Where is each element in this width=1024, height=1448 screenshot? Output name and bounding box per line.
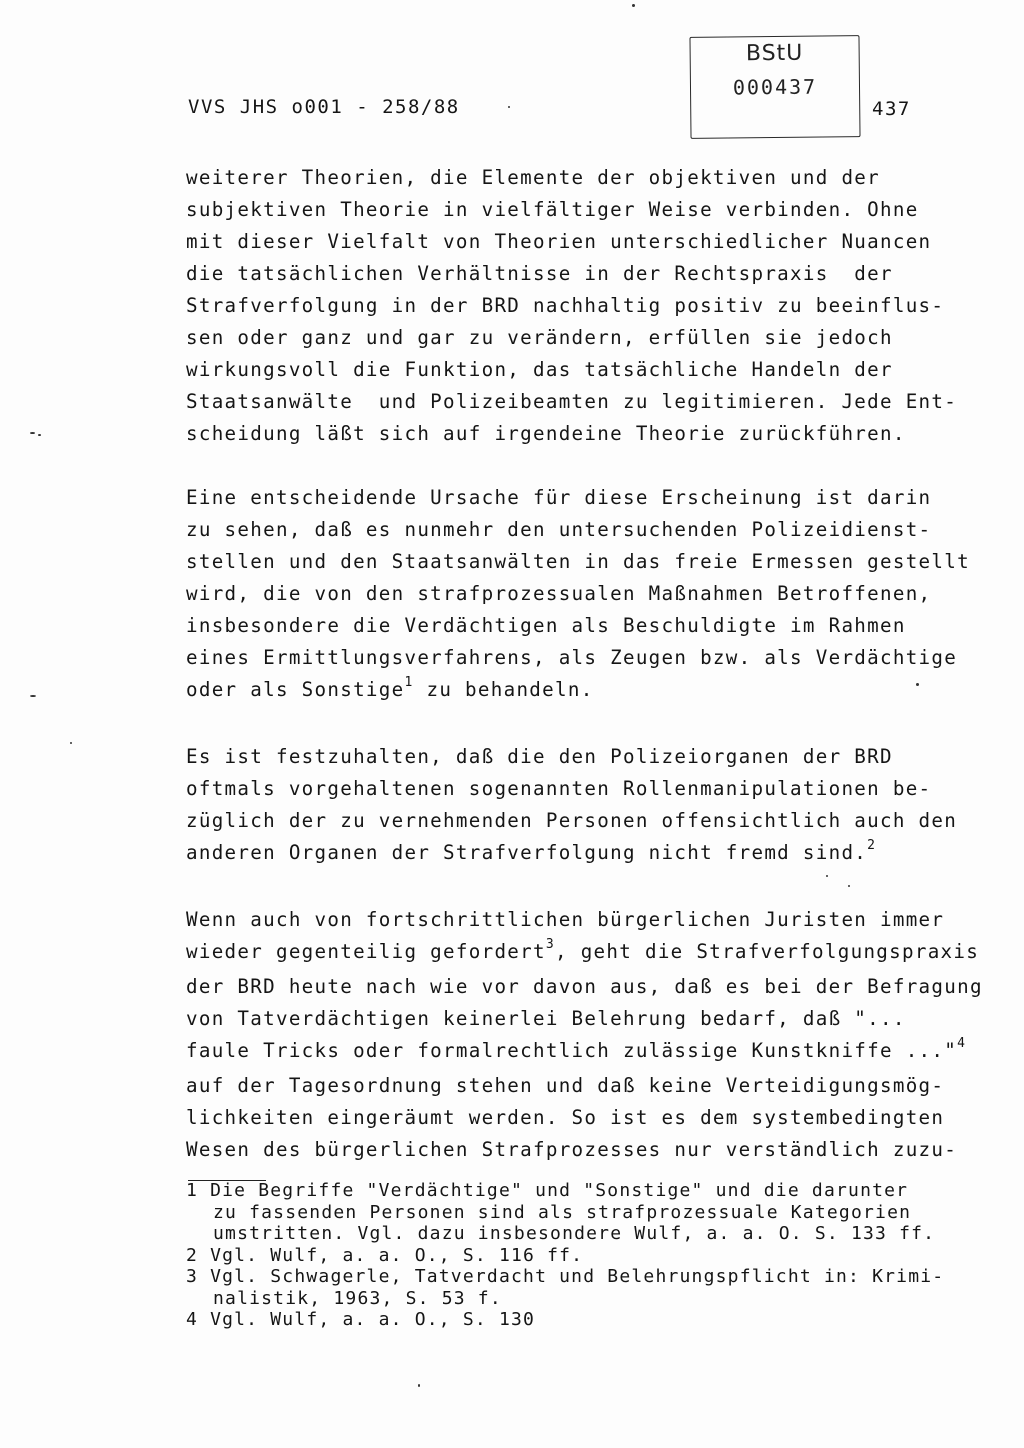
text-line: insbesondere die Verdächtigen als Beschuldigte im Rahmen [186,614,906,637]
archive-stamp [689,35,860,139]
text-segment: anderen Organen der Strafverfolgung nicht fremd sind. [186,841,868,864]
paragraph-1 [186,162,976,450]
document-reference: VVS JHS o001 - 258/88 [188,96,460,118]
text-line [186,936,980,971]
text-line: auf der Tagesordnung stehen und daß keine Verteidigungsmög- [186,1074,945,1097]
footnote-marker-1: 1 [404,675,414,690]
scan-speck [38,434,41,436]
footnote-marker-3: 3 [545,937,555,952]
stamp-number: 000437 [732,74,818,100]
text-line: scheidung läßt sich auf irgendeine Theorie zurückführen. [186,422,906,445]
scan-speck [70,742,72,744]
text-line: Wesen des bürgerlichen Strafprozesses nur verständlich zuzu- [186,1138,958,1161]
scan-speck [508,106,510,108]
text-line [186,674,976,709]
page-number: 437 [872,98,911,120]
text-line: mit dieser Vielfalt von Theorien unterschiedlicher Nuancen [186,230,932,253]
text-line: lichkeiten eingeräumt werden. So ist es dem systembedingten [186,1106,945,1129]
text-line: Wenn auch von fortschrittlichen bürgerlichen Juristen immer [186,908,945,931]
text-line [186,1035,976,1070]
footnote-marker-4: 4 [957,1036,967,1051]
text-line: züglich der zu vernehmenden Personen offensichtlich auch den [186,809,958,832]
text-line: weiterer Theorien, die Elemente der objektiven und der [186,166,880,189]
text-line: von Tatverdächtigen keinerlei Belehrung bedarf, daß "... [186,1007,906,1030]
text-line: subjektiven Theorie in vielfältiger Weise verbinden. Ohne [186,198,919,221]
scan-speck [418,1384,420,1387]
text-line: eines Ermittlungsverfahrens, als Zeugen bzw. als Verdächtige [186,646,958,669]
scan-speck [826,875,828,877]
text-segment: oder als Sonstige [186,678,405,701]
scan-speck [632,4,635,7]
text-segment: , geht die Strafverfolgungspraxis [555,940,980,963]
paragraph-2 [186,482,976,709]
scan-speck [30,432,35,434]
text-line: Staatsanwälte und Polizeibeamten zu legitimieren. Jede Ent- [186,390,958,413]
text-line [186,837,976,872]
text-line: wird, die von den strafprozessualen Maßnahmen Betroffenen, [186,582,932,605]
paragraph-3 [186,741,976,872]
footnote-2: 2 Vgl. Wulf, a. a. O., S. 116 ff. [186,1244,584,1266]
scan-speck [30,695,36,697]
text-line: der BRD heute nach wie vor davon aus, daß es bei der Befragung [186,975,983,998]
text-line: zu sehen, daß es nunmehr den untersuchenden Polizeidienst- [186,518,932,541]
stamp-title: BStU [745,40,804,67]
text-line: stellen und den Staatsanwälten in das freie Ermessen gestellt [186,550,970,573]
text-line: Es ist festzuhalten, daß die den Polizeiorganen der BRD [186,745,893,768]
text-line: sen oder ganz und gar zu verändern, erfüllen sie jedoch [186,326,893,349]
footnote-1-continuation: umstritten. Vgl. dazu insbesondere Wulf, a. a. O. S. 133 ff. [213,1223,936,1244]
scan-speck [916,683,919,686]
footnote-1-continuation: zu fassenden Personen sind als strafprozessuale Kategorien [213,1201,912,1223]
footnotes [186,1180,986,1331]
text-segment: faule Tricks oder formalrechtlich zulässige Kunstkniffe ..." [186,1039,958,1062]
text-line: wirkungsvoll die Funktion, das tatsächliche Handeln der [186,358,893,381]
text-segment: zu behandeln. [413,678,594,701]
footnote-4: 4 Vgl. Wulf, a. a. O., S. 130 [186,1309,536,1330]
footnote-marker-2: 2 [867,838,877,853]
scan-speck [848,885,850,887]
text-segment: wieder gegenteilig gefordert [186,940,546,963]
text-line: oftmals vorgehaltenen sogenannten Rollenmanipulationen be- [186,777,932,800]
text-line: Strafverfolgung in der BRD nachhaltig positiv zu beeinflus- [186,294,945,317]
footnote-1: 1 Die Begriffe "Verdächtige" und "Sonstige" und die darunter [186,1180,909,1201]
text-line: die tatsächlichen Verhältnisse in der Rechtspraxis der [186,262,893,285]
paragraph-4 [186,904,983,1166]
footnote-3-continuation: nalistik, 1963, S. 53 f. [213,1287,502,1309]
text-line: Eine entscheidende Ursache für diese Erscheinung ist darin [186,486,932,509]
body-text [186,162,983,1198]
footnote-3: 3 Vgl. Schwagerle, Tatverdacht und Belehrungspflicht in: Krimi- [186,1266,945,1287]
